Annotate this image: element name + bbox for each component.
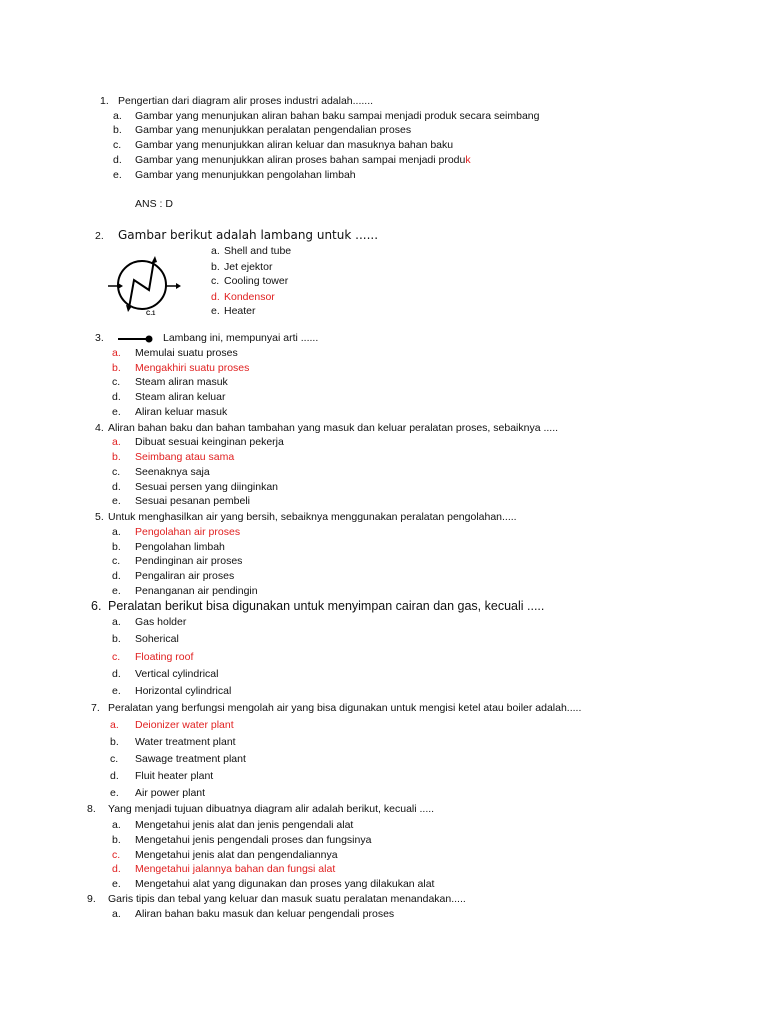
option-text: Pengaliran air proses: [135, 570, 235, 582]
option-text: Kondensor: [224, 291, 275, 303]
option-text: Gambar yang menunjukkan aliran keluar dan masuknya bahan baku: [135, 139, 454, 151]
question-number: 5.: [95, 511, 104, 523]
option-text: [135, 154, 471, 167]
option-text: Floating roof: [135, 651, 194, 663]
option-letter: b.: [112, 633, 121, 645]
question-number: 3.: [95, 332, 104, 344]
option-letter: b.: [112, 451, 121, 463]
option-letter: b.: [110, 736, 119, 748]
option-letter: d.: [112, 863, 121, 875]
line-end-symbol: [118, 334, 154, 344]
outlet-arrowhead: [176, 283, 181, 289]
option-letter: a.: [110, 719, 119, 731]
option-text: Air power plant: [135, 787, 206, 799]
option-text: Horizontal cylindrical: [135, 685, 232, 697]
option-letter: c.: [211, 275, 220, 287]
heat-exchanger-symbol: [105, 250, 185, 330]
option-text: Mengetahui jenis alat dan jenis pengendali alat: [135, 819, 354, 831]
option-letter: b.: [112, 834, 121, 846]
option-text: Steam aliran masuk: [135, 376, 228, 388]
option-text: Seimbang atau sama: [135, 451, 235, 463]
option-letter: d.: [112, 668, 121, 680]
question-text: Peralatan berikut bisa digunakan untuk menyimpan cairan dan gas, kecuali .....: [108, 599, 545, 613]
question-number: 2.: [95, 230, 104, 242]
option-text: Sesuai pesanan pembeli: [135, 495, 250, 507]
option-text-red-suffix: k: [465, 154, 471, 166]
option-letter: d.: [110, 770, 119, 782]
option-letter: b.: [113, 124, 122, 136]
option-letter: e.: [112, 495, 121, 507]
option-text: Dibuat sesuai keinginan pekerja: [135, 436, 284, 448]
question-text: Lambang ini, mempunyai arti ......: [163, 332, 319, 344]
option-text: Gambar yang menunjukkan pengolahan limbah: [135, 169, 356, 181]
option-text: Mengakhiri suatu proses: [135, 362, 250, 374]
option-letter: e.: [113, 169, 122, 181]
option-letter: c.: [110, 753, 119, 765]
option-text: Mengetahui jalannya bahan dan fungsi alat: [135, 863, 336, 875]
option-letter: a.: [112, 819, 121, 831]
option-text: Mengetahui alat yang digunakan dan proses yang dilakukan alat: [135, 878, 435, 890]
option-text: Heater: [224, 305, 256, 317]
option-text: Memulai suatu proses: [135, 347, 238, 359]
option-letter: a.: [112, 436, 121, 448]
bottom-arrowhead: [126, 305, 132, 312]
option-letter: a.: [112, 347, 121, 359]
inlet-arrowhead: [118, 283, 123, 289]
option-letter: d.: [112, 481, 121, 493]
option-letter: c.: [113, 139, 122, 151]
option-text: Sawage treatment plant: [135, 753, 246, 765]
option-letter: a.: [113, 110, 122, 122]
option-text: Steam aliran keluar: [135, 391, 226, 403]
option-text: Gas holder: [135, 616, 187, 628]
option-letter: a.: [112, 526, 121, 538]
option-text: Deionizer water plant: [135, 719, 234, 731]
option-text: Fluit heater plant: [135, 770, 214, 782]
question-number: 8.: [87, 803, 96, 815]
option-text: Seenaknya saja: [135, 466, 210, 478]
option-text: Pengolahan air proses: [135, 526, 241, 538]
top-arrowhead: [151, 256, 157, 264]
option-letter: c.: [112, 376, 121, 388]
question-text: Peralatan yang berfungsi mengolah air yang bisa digunakan untuk mengisi ketel atau boiler adalah.....: [108, 702, 582, 714]
question-number: 6.: [91, 599, 102, 613]
option-letter: d.: [112, 570, 121, 582]
exchanger-coil: [129, 260, 154, 308]
option-text-main: Gambar yang menunjukkan aliran proses bahan sampai menjadi produ: [135, 154, 466, 166]
question-text: Pengertian dari diagram alir proses industri adalah.......: [118, 95, 374, 107]
option-letter: d.: [211, 291, 220, 303]
option-letter: a.: [112, 908, 121, 920]
option-text: Shell and tube: [224, 245, 292, 257]
option-letter: e.: [112, 406, 121, 418]
option-text: Mengetahui jenis alat dan pengendaliannya: [135, 849, 338, 861]
option-letter: e.: [112, 878, 121, 890]
question-number: 4.: [95, 422, 104, 434]
option-text: Gambar yang menunjukan aliran bahan baku sampai menjadi produk secara seimbang: [135, 110, 540, 122]
option-letter: c.: [112, 466, 121, 478]
option-letter: c.: [112, 849, 121, 861]
option-text: Cooling tower: [224, 275, 289, 287]
option-letter: d.: [112, 391, 121, 403]
option-text: Gambar yang menunjukkan peralatan pengendalian proses: [135, 124, 412, 136]
option-text: Mengetahui jenis pengendali proses dan fungsinya: [135, 834, 372, 846]
option-text: Vertical cylindrical: [135, 668, 219, 680]
question-text: Untuk menghasilkan air yang bersih, sebaiknya menggunakan peralatan pengolahan.....: [108, 511, 517, 523]
question-text: Yang menjadi tujuan dibuatnya diagram alir adalah berikut, kecuali .....: [108, 803, 435, 815]
option-letter: b.: [112, 362, 121, 374]
option-letter: e.: [211, 305, 220, 317]
question-text: Gambar berikut adalah lambang untuk ......: [118, 228, 379, 242]
option-text: Soherical: [135, 633, 179, 645]
question-text: Garis tipis dan tebal yang keluar dan masuk suatu peralatan menandakan.....: [108, 893, 466, 905]
question-text: Aliran bahan baku dan bahan tambahan yang masuk dan keluar peralatan proses, sebaiknya .....: [108, 422, 559, 434]
option-text: Jet ejektor: [224, 261, 273, 273]
option-letter: e.: [112, 585, 121, 597]
symbol-label: C.1: [146, 311, 156, 317]
option-letter: b.: [112, 541, 121, 553]
question-number: 1.: [100, 95, 109, 107]
option-text: Pendinginan air proses: [135, 555, 243, 567]
option-letter: e.: [112, 685, 121, 697]
option-letter: c.: [112, 651, 121, 663]
option-letter: a.: [211, 245, 220, 257]
question-number: 9.: [87, 893, 96, 905]
answer-key: ANS : D: [135, 198, 173, 210]
option-text: Penanganan air pendingin: [135, 585, 258, 597]
option-text: Pengolahan limbah: [135, 541, 225, 553]
option-letter: c.: [112, 555, 121, 567]
option-letter: b.: [211, 261, 220, 273]
option-letter: a.: [112, 616, 121, 628]
option-text: Sesuai persen yang diinginkan: [135, 481, 279, 493]
option-text: Aliran bahan baku masuk dan keluar pengendali proses: [135, 908, 395, 920]
option-text: Water treatment plant: [135, 736, 236, 748]
question-number: 7.: [91, 702, 100, 714]
option-text: Aliran keluar masuk: [135, 406, 228, 418]
option-letter: e.: [110, 787, 119, 799]
option-letter: d.: [113, 154, 122, 166]
